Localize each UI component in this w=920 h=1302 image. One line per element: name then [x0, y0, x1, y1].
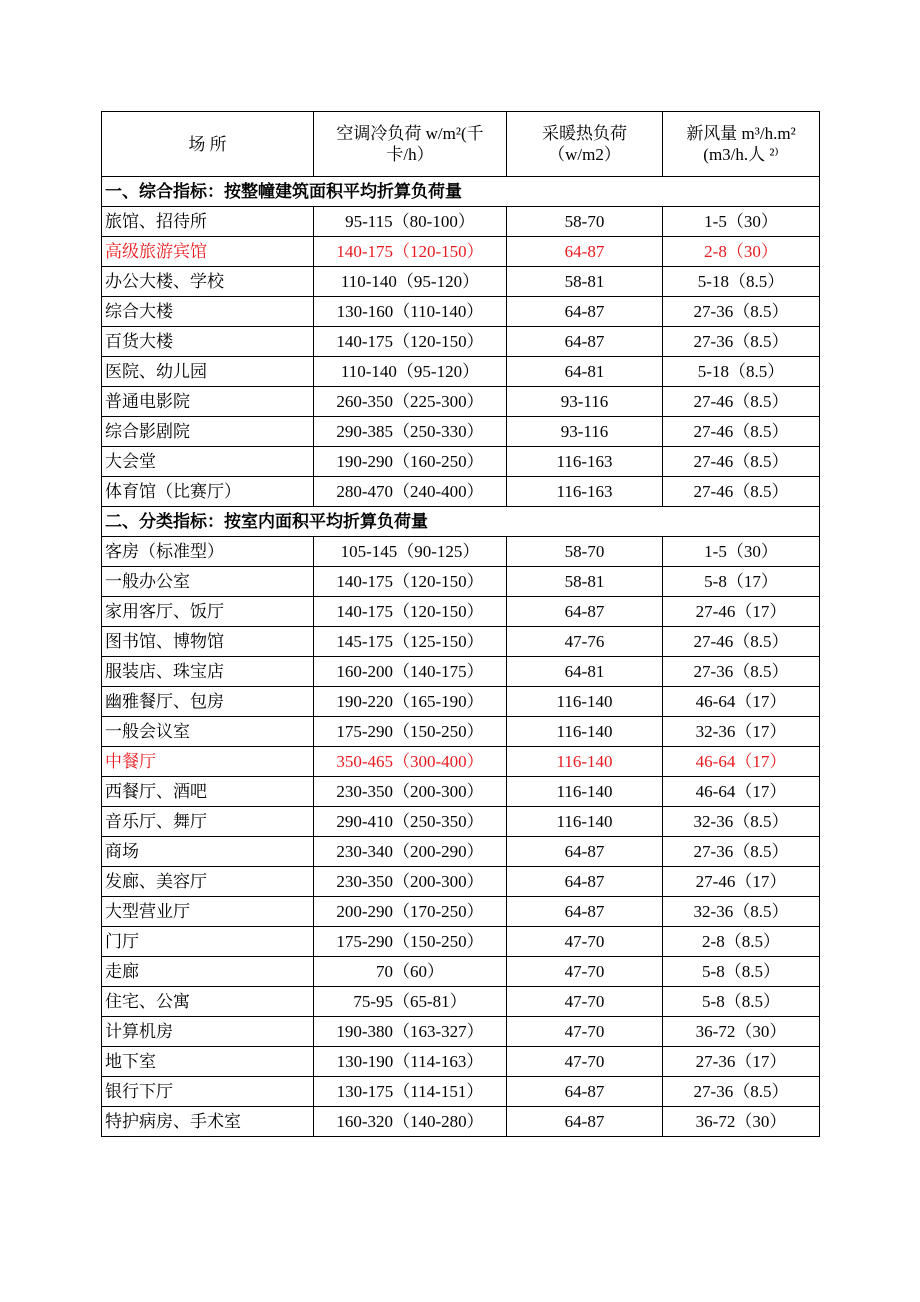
table-row — [102, 927, 820, 957]
cell-fresh-air: 27-36（8.5） — [663, 837, 820, 867]
cell-fresh-air: 32-36（17） — [663, 717, 820, 747]
cell-cooling: 190-220（165-190） — [314, 687, 507, 717]
table-row — [102, 837, 820, 867]
cell-place: 一般会议室 — [102, 717, 314, 747]
cell-heating: 47-76 — [507, 627, 663, 657]
cell-fresh-air: 27-36（8.5） — [663, 1077, 820, 1107]
cell-cooling: 350-465（300-400） — [314, 747, 507, 777]
cell-fresh-air: 27-46（8.5） — [663, 447, 820, 477]
cell-heating: 116-140 — [507, 747, 663, 777]
cell-heating: 47-70 — [507, 987, 663, 1017]
cell-place: 旅馆、招待所 — [102, 207, 314, 237]
cell-heating: 58-81 — [507, 267, 663, 297]
table-row — [102, 987, 820, 1017]
cell-heating: 58-70 — [507, 207, 663, 237]
cell-cooling: 230-350（200-300） — [314, 777, 507, 807]
cell-place: 音乐厅、舞厅 — [102, 807, 314, 837]
cell-heating: 116-163 — [507, 477, 663, 507]
cell-fresh-air: 5-8（8.5） — [663, 987, 820, 1017]
table-row — [102, 297, 820, 327]
table-row — [102, 477, 820, 507]
cell-cooling: 190-380（163-327） — [314, 1017, 507, 1047]
cell-cooling: 290-385（250-330） — [314, 417, 507, 447]
table-row — [102, 657, 820, 687]
cell-cooling: 280-470（240-400） — [314, 477, 507, 507]
cell-cooling: 160-200（140-175） — [314, 657, 507, 687]
cell-fresh-air: 27-46（17） — [663, 597, 820, 627]
cell-fresh-air: 32-36（8.5） — [663, 897, 820, 927]
cell-place: 高级旅游宾馆 — [102, 237, 314, 267]
cell-heating: 47-70 — [507, 1047, 663, 1077]
cell-cooling: 145-175（125-150） — [314, 627, 507, 657]
cell-cooling: 110-140（95-120） — [314, 267, 507, 297]
cell-heating: 93-116 — [507, 417, 663, 447]
table-row — [102, 717, 820, 747]
cell-heating: 47-70 — [507, 957, 663, 987]
section-row — [102, 507, 820, 537]
cell-cooling: 70（60） — [314, 957, 507, 987]
cell-place: 住宅、公寓 — [102, 987, 314, 1017]
table-row — [102, 747, 820, 777]
cell-heating: 64-87 — [507, 237, 663, 267]
cell-place: 客房（标准型） — [102, 537, 314, 567]
cell-heating: 64-87 — [507, 597, 663, 627]
cell-place: 特护病房、手术室 — [102, 1107, 314, 1137]
cell-heating: 47-70 — [507, 1017, 663, 1047]
section-title: 一、综合指标：按整幢建筑面积平均折算负荷量 — [102, 177, 820, 207]
cell-cooling: 140-175（120-150） — [314, 567, 507, 597]
cell-heating: 116-140 — [507, 717, 663, 747]
cell-fresh-air: 5-8（8.5） — [663, 957, 820, 987]
cell-cooling: 130-160（110-140） — [314, 297, 507, 327]
cell-place: 西餐厅、酒吧 — [102, 777, 314, 807]
cell-heating: 64-81 — [507, 357, 663, 387]
cell-heating: 64-87 — [507, 1107, 663, 1137]
cell-place: 地下室 — [102, 1047, 314, 1077]
table-row — [102, 207, 820, 237]
cell-place: 办公大楼、学校 — [102, 267, 314, 297]
cell-place: 综合影剧院 — [102, 417, 314, 447]
table-row — [102, 567, 820, 597]
cell-cooling: 190-290（160-250） — [314, 447, 507, 477]
cell-place: 发廊、美容厅 — [102, 867, 314, 897]
cell-fresh-air: 27-36（8.5） — [663, 297, 820, 327]
cell-place: 服装店、珠宝店 — [102, 657, 314, 687]
header-place: 场 所 — [102, 112, 314, 177]
cell-fresh-air: 27-46（8.5） — [663, 387, 820, 417]
section-title: 二、分类指标：按室内面积平均折算负荷量 — [102, 507, 820, 537]
cell-place: 家用客厅、饭厅 — [102, 597, 314, 627]
cell-place: 计算机房 — [102, 1017, 314, 1047]
cell-fresh-air: 27-46（17） — [663, 867, 820, 897]
cell-heating: 58-81 — [507, 567, 663, 597]
cell-cooling: 230-340（200-290） — [314, 837, 507, 867]
cell-place: 医院、幼儿园 — [102, 357, 314, 387]
cell-fresh-air: 5-18（8.5） — [663, 267, 820, 297]
cell-cooling: 140-175（120-150） — [314, 327, 507, 357]
table-row — [102, 417, 820, 447]
table-row — [102, 1017, 820, 1047]
cell-fresh-air: 46-64（17） — [663, 747, 820, 777]
cell-heating: 64-81 — [507, 657, 663, 687]
table-row — [102, 267, 820, 297]
table-row — [102, 237, 820, 267]
table-row — [102, 687, 820, 717]
section-row — [102, 177, 820, 207]
cell-place: 大会堂 — [102, 447, 314, 477]
cell-fresh-air: 2-8（30） — [663, 237, 820, 267]
cell-heating: 64-87 — [507, 1077, 663, 1107]
cell-place: 商场 — [102, 837, 314, 867]
cell-cooling: 290-410（250-350） — [314, 807, 507, 837]
cell-cooling: 110-140（95-120） — [314, 357, 507, 387]
table-row — [102, 1047, 820, 1077]
cell-place: 门厅 — [102, 927, 314, 957]
cell-heating: 116-140 — [507, 687, 663, 717]
cell-fresh-air: 27-46（8.5） — [663, 417, 820, 447]
cell-heating: 93-116 — [507, 387, 663, 417]
cell-heating: 47-70 — [507, 927, 663, 957]
cell-fresh-air: 5-8（17） — [663, 567, 820, 597]
cell-fresh-air: 46-64（17） — [663, 687, 820, 717]
cell-heating: 64-87 — [507, 327, 663, 357]
cell-cooling: 95-115（80-100） — [314, 207, 507, 237]
cell-heating: 64-87 — [507, 897, 663, 927]
cell-cooling: 260-350（225-300） — [314, 387, 507, 417]
cell-cooling: 160-320（140-280） — [314, 1107, 507, 1137]
cell-heating: 58-70 — [507, 537, 663, 567]
table-row — [102, 627, 820, 657]
cell-fresh-air: 2-8（8.5） — [663, 927, 820, 957]
cell-heating: 64-87 — [507, 837, 663, 867]
cell-place: 中餐厅 — [102, 747, 314, 777]
table-row — [102, 807, 820, 837]
table-row — [102, 1077, 820, 1107]
cell-place: 图书馆、博物馆 — [102, 627, 314, 657]
table-row — [102, 777, 820, 807]
cell-cooling: 200-290（170-250） — [314, 897, 507, 927]
cell-place: 体育馆（比赛厅） — [102, 477, 314, 507]
cell-fresh-air: 36-72（30） — [663, 1107, 820, 1137]
table-row — [102, 387, 820, 417]
cell-cooling: 130-190（114-163） — [314, 1047, 507, 1077]
table-row — [102, 327, 820, 357]
table-row — [102, 867, 820, 897]
cell-place: 百货大楼 — [102, 327, 314, 357]
cell-fresh-air: 36-72（30） — [663, 1017, 820, 1047]
cell-cooling: 130-175（114-151） — [314, 1077, 507, 1107]
cell-fresh-air: 32-36（8.5） — [663, 807, 820, 837]
cell-cooling: 230-350（200-300） — [314, 867, 507, 897]
cell-place: 幽雅餐厅、包房 — [102, 687, 314, 717]
header-heating: 采暖热负荷（w/m2） — [507, 112, 663, 177]
cell-heating: 64-87 — [507, 867, 663, 897]
load-index-table — [101, 111, 820, 1137]
cell-cooling: 75-95（65-81） — [314, 987, 507, 1017]
cell-place: 综合大楼 — [102, 297, 314, 327]
cell-place: 走廊 — [102, 957, 314, 987]
cell-heating: 116-163 — [507, 447, 663, 477]
cell-fresh-air: 5-18（8.5） — [663, 357, 820, 387]
cell-cooling: 140-175（120-150） — [314, 597, 507, 627]
cell-fresh-air: 27-46（8.5） — [663, 627, 820, 657]
cell-fresh-air: 27-36（17） — [663, 1047, 820, 1077]
cell-heating: 116-140 — [507, 777, 663, 807]
cell-fresh-air: 1-5（30） — [663, 537, 820, 567]
cell-cooling: 175-290（150-250） — [314, 717, 507, 747]
table-row — [102, 1107, 820, 1137]
cell-place: 大型营业厅 — [102, 897, 314, 927]
cell-fresh-air: 1-5（30） — [663, 207, 820, 237]
table-row — [102, 537, 820, 567]
table-row — [102, 897, 820, 927]
table-row — [102, 357, 820, 387]
header-fresh-air: 新风量 m³/h.m² (m3/h.人 ²⁾ — [663, 112, 820, 177]
table-body — [102, 112, 820, 1137]
cell-cooling: 175-290（150-250） — [314, 927, 507, 957]
table-row — [102, 957, 820, 987]
cell-fresh-air: 46-64（17） — [663, 777, 820, 807]
cell-place: 银行下厅 — [102, 1077, 314, 1107]
cell-place: 普通电影院 — [102, 387, 314, 417]
cell-place: 一般办公室 — [102, 567, 314, 597]
cell-heating: 116-140 — [507, 807, 663, 837]
cell-fresh-air: 27-36（8.5） — [663, 327, 820, 357]
cell-heating: 64-87 — [507, 297, 663, 327]
cell-fresh-air: 27-46（8.5） — [663, 477, 820, 507]
cell-cooling: 140-175（120-150） — [314, 237, 507, 267]
cell-fresh-air: 27-36（8.5） — [663, 657, 820, 687]
table-row — [102, 597, 820, 627]
table-row — [102, 447, 820, 477]
header-row — [102, 112, 820, 177]
cell-cooling: 105-145（90-125） — [314, 537, 507, 567]
header-cooling: 空调冷负荷 w/m²(千卡/h） — [314, 112, 507, 177]
